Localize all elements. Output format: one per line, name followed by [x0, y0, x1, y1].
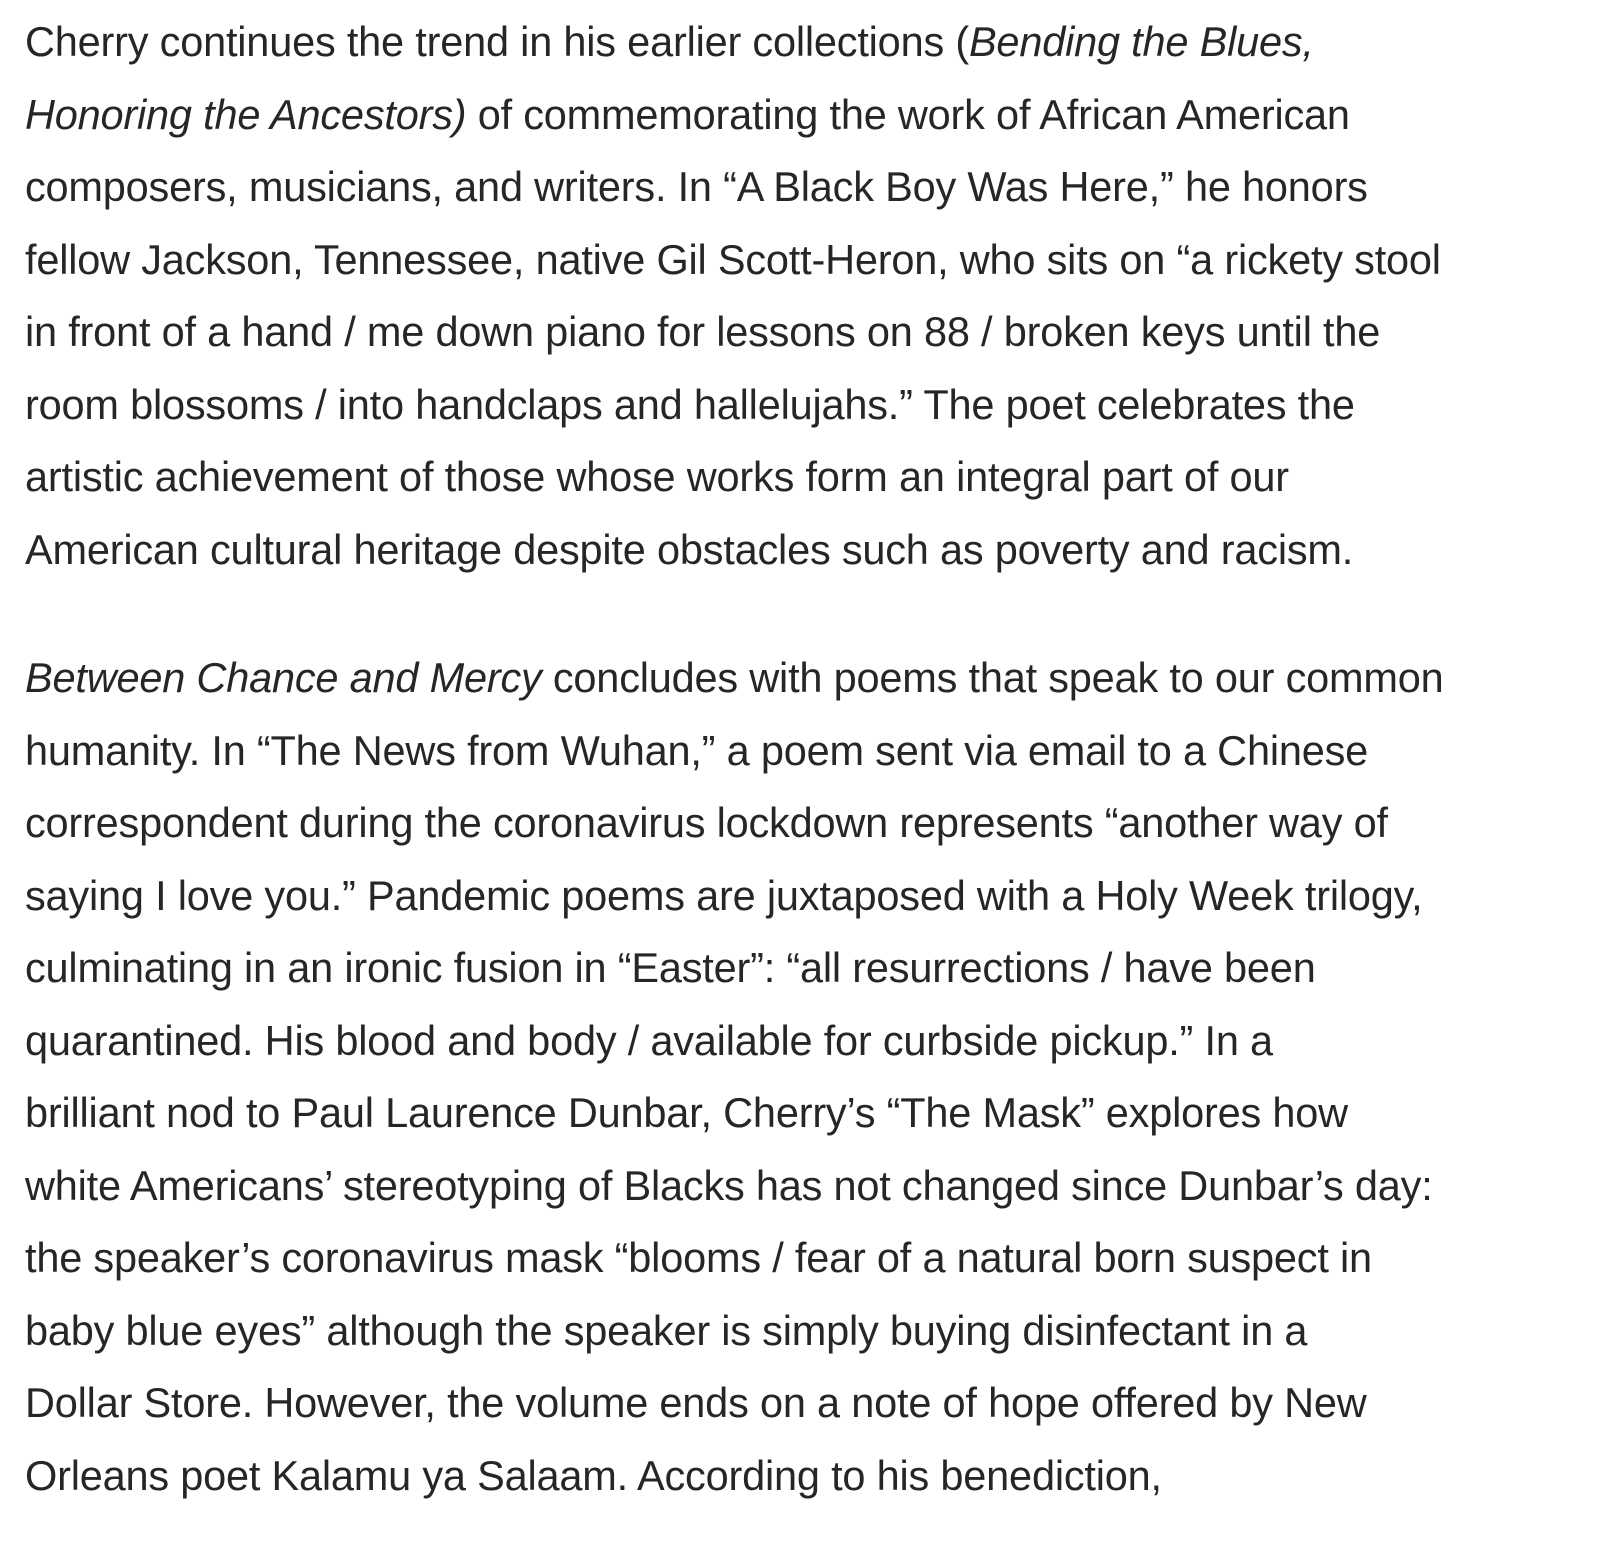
text-segment: saying I love you.” Pandemic poems are juxtaposed with a Holy Week trilogy,: [25, 871, 1423, 919]
text-segment: white Americans’ stereotyping of Blacks has not changed since Dunbar’s day:: [25, 1161, 1433, 1209]
text-segment: Cherry continues the trend in his earlier collections (: [25, 18, 969, 65]
text-line: [25, 1440, 1585, 1513]
text-segment: concludes with poems that speak to our common: [541, 654, 1444, 701]
text-segment: Orleans poet Kalamu ya Salaam. According to his benediction,: [25, 1451, 1162, 1499]
text-segment: in front of a hand / me down piano for lessons on 88 / broken keys until the: [25, 308, 1381, 355]
text-line: [25, 787, 1585, 860]
text-segment: composers, musicians, and writers. In “A Black Boy Was Here,” he honors: [25, 163, 1368, 210]
text-segment: the speaker’s coronavirus mask “blooms / fear of a natural born suspect in: [25, 1234, 1372, 1281]
text-line: [25, 296, 1585, 369]
text-line: [25, 932, 1585, 1005]
text-segment: Dollar Store. However, the volume ends on a note of hope offered by New: [25, 1379, 1367, 1426]
text-line: [25, 642, 1585, 715]
text-line: [25, 6, 1585, 79]
article-body: [25, 6, 1585, 1512]
text-segment: quarantined. His blood and body / available for curbside pickup.” In a: [25, 1016, 1273, 1064]
text-line: [25, 860, 1585, 933]
text-line: [25, 369, 1585, 442]
text-line: [25, 1295, 1585, 1368]
text-line: [25, 514, 1585, 587]
text-line: [25, 1222, 1585, 1295]
text-segment: culminating in an ironic fusion in “Easter”: “all resurrections / have been: [25, 944, 1316, 991]
text-segment: baby blue eyes” although the speaker is simply buying disinfectant in a: [25, 1306, 1308, 1354]
text-line: [25, 441, 1585, 514]
italic-title-text: Between Chance and Mercy: [25, 654, 542, 701]
paragraph-honoring-ancestors: [25, 6, 1585, 586]
italic-title-text: Bending the Blues,: [968, 18, 1314, 65]
text-line: [25, 79, 1585, 152]
text-segment: humanity. In “The News from Wuhan,” a poem sent via email to a Chinese: [25, 726, 1369, 774]
italic-title-text: Honoring the Ancestors): [25, 90, 467, 138]
text-line: [25, 715, 1585, 788]
text-line: [25, 224, 1585, 297]
text-segment: American cultural heritage despite obstacles such as poverty and racism.: [25, 525, 1354, 573]
text-line: [25, 1077, 1585, 1150]
text-line: [25, 1150, 1585, 1223]
text-segment: fellow Jackson, Tennessee, native Gil Scott-Heron, who sits on “a rickety stool: [25, 235, 1441, 283]
text-line: [25, 1367, 1585, 1440]
paragraph-common-humanity: [25, 642, 1585, 1512]
text-segment: brilliant nod to Paul Laurence Dunbar, Cherry’s “The Mask” explores how: [25, 1089, 1348, 1136]
text-segment: artistic achievement of those whose works form an integral part of our: [25, 453, 1289, 500]
text-line: [25, 151, 1585, 224]
text-line: [25, 1005, 1585, 1078]
text-segment: of commemorating the work of African American: [466, 90, 1350, 138]
text-segment: correspondent during the coronavirus lockdown represents “another way of: [25, 799, 1388, 846]
text-segment: room blossoms / into handclaps and hallelujahs.” The poet celebrates the: [25, 380, 1355, 428]
